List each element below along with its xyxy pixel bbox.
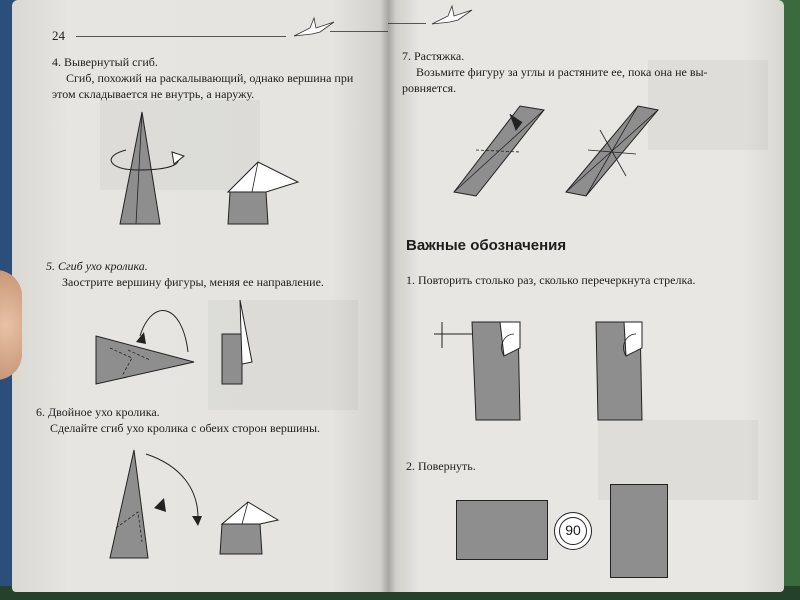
section-7-title: 7. Растяжка.: [402, 49, 465, 63]
section-5-title: 5. Сгиб ухо кролика.: [46, 259, 148, 273]
repeat-arrow-diagram: [428, 316, 688, 426]
notation-item-1: 1. Повторить столько раз, сколько перечеркнута стрелка.: [406, 273, 696, 287]
section-6-text-line: Сделайте сгиб ухо кролика с обеих сторон вершины.: [50, 421, 321, 435]
rotate-degree-label: 90: [565, 522, 581, 538]
double-rabbit-ear-diagram: [102, 446, 302, 566]
section-7-text-line: ровняется.: [402, 81, 457, 95]
section-7: [402, 48, 772, 96]
page-number: 24: [52, 28, 65, 43]
important-notations-heading: Важные обозначения: [406, 237, 567, 254]
notation-item-2: 2. Повернуть.: [406, 459, 476, 473]
right-page: [388, 0, 784, 592]
section-7-text-line: Возьмите фигуру за углы и растяните ее, пока она не вы-: [416, 65, 708, 79]
thumb: [0, 270, 22, 380]
crane-icon: [292, 16, 336, 40]
section-4-text-line: Сгиб, похожий на раскалывающий, однако вершина при: [66, 71, 354, 85]
section-4: [52, 54, 382, 102]
header-rule: [76, 36, 286, 37]
rotate-before-rectangle: [456, 500, 548, 560]
section-6-title: 6. Двойное ухо кролика.: [36, 405, 160, 419]
section-6: [36, 404, 382, 436]
reverse-fold-diagram: [102, 106, 302, 236]
section-4-title: 4. Вывернутый сгиб.: [52, 55, 158, 69]
rabbit-ear-diagram: [92, 292, 292, 392]
rotate-after-rectangle: [610, 484, 668, 578]
left-page: [12, 0, 388, 592]
section-5: [46, 258, 382, 290]
section-4-text-line: этом складывается не внутрь, а наружу.: [52, 87, 255, 101]
rotate-90-icon: [554, 512, 592, 550]
crane-icon: [430, 4, 474, 28]
section-5-text-line: Заострите вершину фигуры, меняя ее направление.: [62, 275, 324, 289]
book-gutter: [380, 0, 396, 592]
stretch-diagram: [448, 100, 738, 200]
